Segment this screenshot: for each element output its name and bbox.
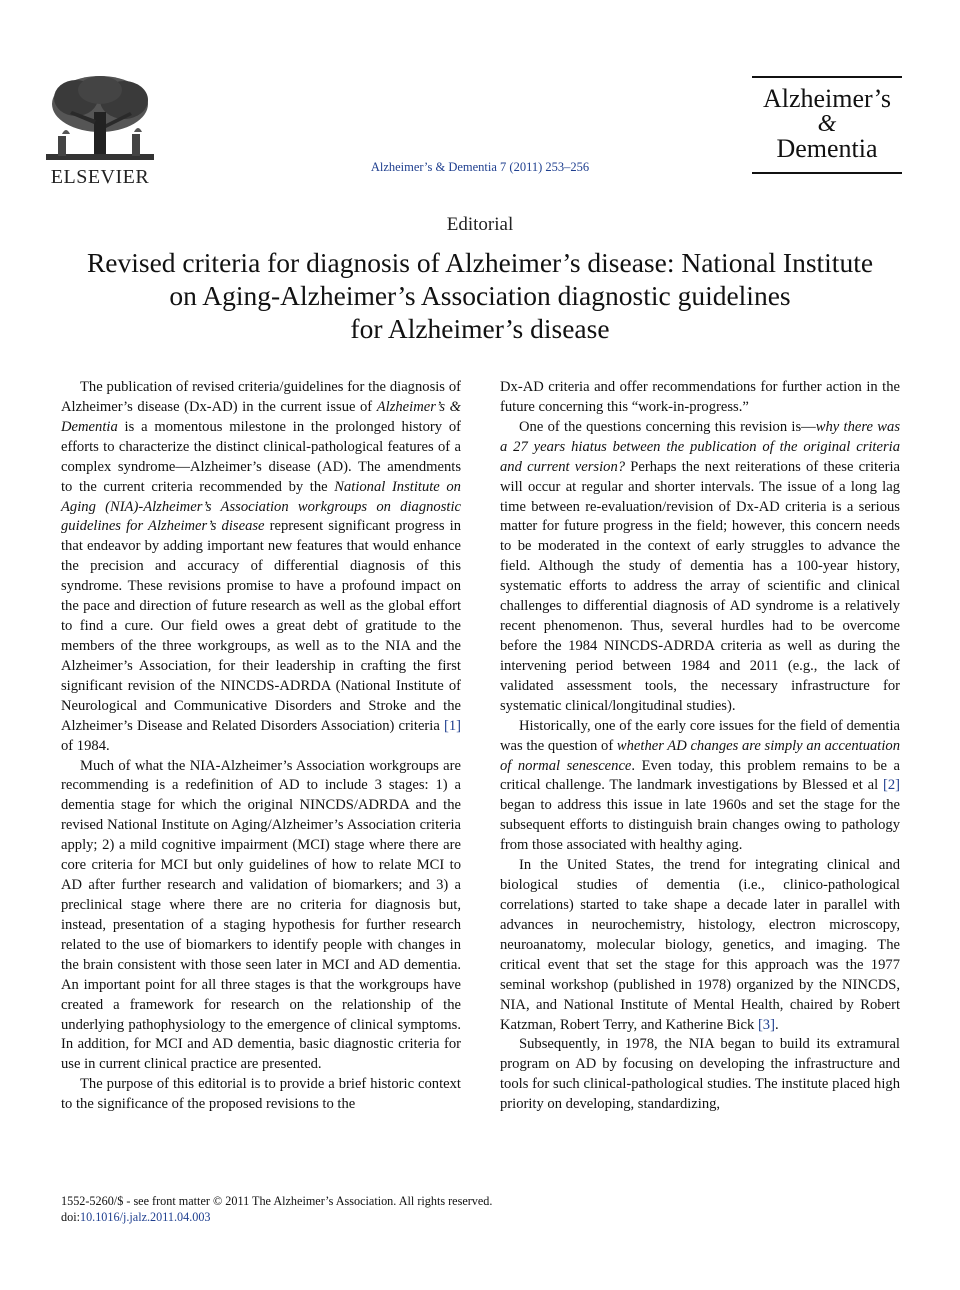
text-run: The publication of revised criteria/guidelines for the diagnosis of Alzheimer’s disease (Dx-AD) in the current issue of — [61, 379, 461, 415]
paragraph — [500, 418, 900, 717]
reference-link[interactable]: [1] — [443, 717, 461, 734]
paragraph-continued: Dx-AD criteria and offer recommendations for further action in the future concerning this “work-in-progress.” — [500, 379, 900, 415]
text-run: One of the questions concerning this revision is— — [519, 418, 816, 435]
paragraph — [61, 378, 461, 757]
title-line: Revised criteria for diagnosis of Alzheimer’s disease: National Institute — [86, 247, 874, 278]
text-run: In the United States, the trend for integrating clinical and biological studies of dementia (i.e., clinico-pathological correlations) started to take shape a decade later in parallel with advances in neurochemistry, histology, electron microscopy, neuroanatomy, molecular biology, genetics, and imaging. The critical event that set the stage for this approach was the 1977 seminal workshop (published in 1978) organized by the NINCDS, NIA, and National Institute of Mental Health, chaired by Robert Katzman, Robert Terry, and Katherine Bick — [500, 857, 900, 1033]
footer — [61, 1193, 621, 1225]
copyright-line: 1552-5260/$ - see front matter © 2011 The Alzheimer’s Association. All rights reserved. — [61, 1194, 493, 1208]
text-run: . Even today, this problem remains to be a critical challenge. The landmark investigations by Blessed et al — [500, 757, 900, 794]
title-line: on Aging-Alzheimer’s Association diagnostic guidelines — [169, 280, 791, 311]
section-label: Editorial — [446, 214, 514, 235]
reference-link[interactable]: [3] — [757, 1016, 775, 1033]
journal-logo-ampersand: & — [817, 111, 837, 137]
title-line: for Alzheimer’s disease — [350, 313, 610, 344]
reference-link[interactable]: [2] — [882, 777, 900, 794]
doi-prefix: doi: — [61, 1210, 80, 1224]
paragraph: The purpose of this editorial is to provide a brief historic context to the significance of the proposed revisions to the — [61, 1076, 461, 1113]
paragraph: Subsequently, in 1978, the NIA began to build its extramural program on AD by focusing on developing the infrastructure and tools for such clinical-pathological studies. The institute placed high priority on developing, standardizing, — [500, 1036, 900, 1113]
paragraph — [500, 856, 900, 1035]
publisher-name: ELSEVIER — [50, 166, 150, 188]
italic-run: National Institute on Aging (NIA)-Alzheimer’s Association workgroups on diagnostic guidelines for Alzheimer’s disease — [61, 478, 461, 535]
journal-logo-line1: Alzheimer’s — [762, 84, 892, 113]
text-run: represent significant progress in that endeavor by adding important new features that would enhance the precision and accuracy of differential diagnosis of this syndrome. These revisions promise to have a profound impact on the pace and direction of future research as well as the global effort to find a cure. Our field owes a great debt of gratitude to the members of the three workgroups, as well as to the NIA and the Alzheimer’s Association, for their leadership in crafting the first significant revision of the NINCDS-ADRDA (National Institute of Neurological and Communicative Disorders and Stroke and the Alzheimer’s Disease and Related Disorders Association) criteria — [61, 518, 461, 734]
article-title — [60, 246, 900, 345]
journal-citation[interactable]: Alzheimer’s & Dementia 7 (2011) 253–256 — [370, 160, 590, 174]
paragraph — [500, 717, 900, 856]
text-run: began to address this issue in late 1960s and set the stage for the subsequent efforts to distinguish brain changes owing to pathology from those associated with healthy aging. — [500, 797, 900, 854]
italic-run: Alzheimer’s & Dementia — [61, 398, 461, 435]
body-column-left — [61, 378, 461, 1115]
italic-run: whether AD changes are simply an accentuation of normal senescence — [500, 737, 900, 774]
doi-link[interactable]: 10.1016/j.jalz.2011.04.003 — [79, 1210, 211, 1224]
journal-logo-line2: Dementia — [776, 134, 878, 163]
text-run: of 1984. — [61, 737, 110, 754]
doi-line — [61, 1209, 621, 1225]
text-run: Historically, one of the early core issues for the field of dementia was the question of — [500, 717, 900, 754]
paragraph: Much of what the NIA-Alzheimer’s Association workgroups are recommending is a redefinition of AD to include 3 stages: 1) a dementia stage for which the original NINCDS/ADRDA and the revised National Institute on Aging/Alzheimer’s Association criteria apply; 2) a mild cognitive impairment (MCI) stage where there are core criteria for MCI but only guidelines of how to relate MCI to AD after further research and validation of biomarkers; and 3) a preclinical stage where there are no criteria for diagnosis but, instead, presentation of a staging hypothesis for further research related to the use of biomarkers to identify people with changes in the brain consistent with those seen later in MCI and AD dementia. An important point for all three stages is that the workgroups have created a framework for research on the relationship of the underlying pathophysiology to the emergence of clinical symptoms. In addition, for MCI and AD dementia, basic diagnostic criteria for use in current clinical practice are presented. — [61, 757, 461, 1073]
text-run: is a momentous milestone in the prolonged history of efforts to characterize the distinct clinical-pathological features of a complex syndrome—Alzheimer’s disease (AD). The amendments to the current criteria recommended by the — [61, 418, 461, 495]
text-run: Perhaps the next reiterations of these criteria will occur at regular and shorter intervals. The issue of a long lag time between re-evaluation/revision of Dx-AD criteria is a serious matter for future progress in the field; however, this concern needs to be moderated in the context of early struggles to advance the field. Although the study of dementia has a 100-year history, systematic efforts to address the array of scientific and clinical challenges to differential diagnosis of AD syndrome is a relatively recent phenomenon. Thus, several hurdles had to be overcome before the 1984 NINCDS-ADRDA criteria as well as during the intervening period between 1984 and 2011 (e.g., the lack of validated assessment tools, the necessary infrastructure for systematic clinical/longitudinal studies). — [500, 458, 900, 714]
body-column-right — [500, 378, 900, 1115]
text-run: . — [774, 1016, 779, 1033]
journal-logo — [752, 76, 902, 174]
italic-run: why there was a 27 years hiatus between the publication of the original criteria and current version? — [500, 418, 900, 475]
